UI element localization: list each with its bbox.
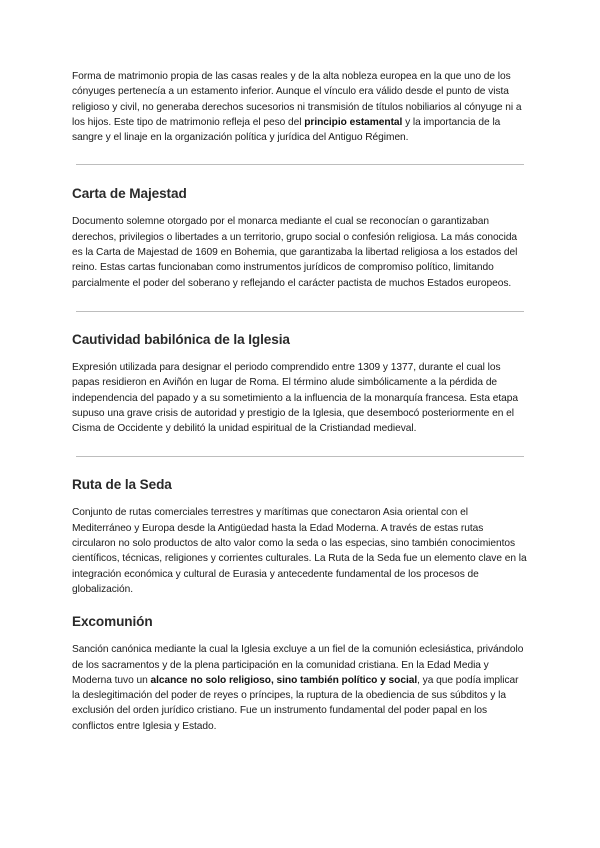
entry-heading-cautividad-babilonica: Cautividad babilónica de la Iglesia [72, 331, 290, 347]
entry-heading-carta-de-majestad: Carta de Majestad [72, 186, 187, 202]
document-page [72, 69, 528, 734]
entry-morganatic-text [72, 69, 528, 145]
entry-emphasis: principio estamental [304, 116, 403, 128]
entry-excomunion-text [72, 642, 528, 734]
entry-heading-ruta-de-la-seda: Ruta de la Seda [72, 477, 172, 493]
entry-cautividad-babilonica-text: Expresión utilizada para designar el periodo comprendido entre 1309 y 1377, durante el cual los papas residieron en Aviñón en lugar de Roma. El término alude simbólicamente a la pérdida de independencia del papado y a su sometimiento a la influencia de la monarquía francesa. Esta etapa supuso una grave crisis de autoridad y prestigio de la Iglesia, que desembocó posteriormente en el Cisma de Occidente y debilitó la unidad espiritual de la Cristiandad medieval. [72, 361, 518, 435]
section-divider [76, 456, 524, 457]
entry-text-part: y la importancia de la sangre y el linaje en la organización política y jurídica del Antiguo Régimen. [72, 116, 501, 144]
entry-heading-excomunion: Excomunión [72, 614, 153, 630]
section-divider [76, 311, 524, 312]
entry-ruta-de-la-seda-text: Conjunto de rutas comerciales terrestres y marítimas que conectaron Asia oriental con el Mediterráneo y Europa desde la Antigüedad hasta la Edad Moderna. A través de estas rutas circularon no solo productos de alto valor como la seda o las especias, sino también conocimientos científicos, técnicas, religiones y corrientes culturales. La Ruta de la Seda fue un elemento clave en la integración económica y cultural de Eurasia y antecedente fundamental de los procesos de globalización. [72, 507, 527, 595]
section-divider [76, 164, 524, 165]
entry-carta-de-majestad-text: Documento solemne otorgado por el monarca mediante el cual se reconocían o garantizaban derechos, privilegios o libertades a un territorio, grupo social o confesión religiosa. La más conocida es la Carta de Majestad de 1609 en Bohemia, que garantizaba la libertad religiosa a los estados del reino. Estas cartas funcionaban como instrumentos jurídicos de compromiso político, limitando parcialmente el poder del soberano y reflejando el carácter pactista de muchos Estados europeos. [72, 216, 518, 289]
entry-text-part: , ya que podía implicar la deslegitimación del poder de reyes o príncipes, la ruptura de la obediencia de sus súbditos y la exclusión del orden jurídico cristiano. Fue un instrumento fundamental del poder papal en los conflictos entre Iglesia y Estado. [72, 674, 519, 732]
entry-text-part: Sanción canónica mediante la cual la Iglesia excluye a un fiel de la comunión eclesiástica, privándolo de los sacramentos y de la plena participación en la comunidad cristiana. En la Edad Media y Moderna tuvo un [72, 644, 524, 686]
entry-text-part: Forma de matrimonio propia de las casas reales y de la alta nobleza europea en la que uno de los cónyuges pertenecía a un estamento inferior. Aunque el vínculo era válido desde el punto de vista religioso y civil, no generaba derechos sucesorios ni transmisión de títulos nobiliarios al cónyuge ni a los hijos. Este tipo de matrimonio refleja el peso del [72, 71, 522, 128]
entry-emphasis: alcance no solo religioso, sino también político y social [150, 674, 418, 686]
